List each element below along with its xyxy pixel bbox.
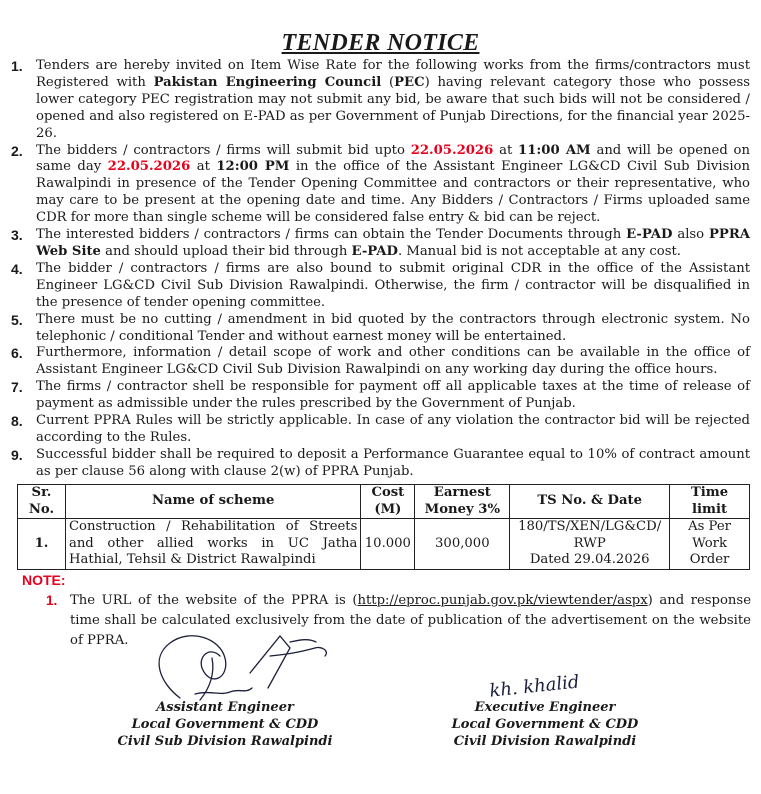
term-text: in the office of the Assistant Engineer LG&CD Civil Sub Division Rawalpindi in presence of the Tender Opening Committee and contractors or their representative, who may care to be present at the opening date and time. Any Bidders / Contractors / Firms uploaded same CDR for more than single scheme will be considered false entry & bid can be reject. <box>36 159 750 226</box>
term-item <box>10 379 750 413</box>
term-text: Furthermore, information / detail scope of work and other conditions can be available in the office of Assistant Engineer LG&CD Civil Sub Division Rawalpindi on any working day during the office hours. <box>36 345 750 378</box>
term-text: and should upload their bid through <box>100 243 352 259</box>
cell-earnest: 300,000 <box>415 519 510 570</box>
term-text: at <box>493 142 519 158</box>
note-text-before: The URL of the website of the PPRA is ( <box>70 593 358 608</box>
term-bold-text: PPRA Web Site <box>36 227 751 259</box>
ppra-url-link[interactable]: http://eproc.punjab.gov.pk/viewtender/aspx <box>357 593 648 608</box>
term-text: also <box>672 227 709 243</box>
term-number: 5. <box>11 311 23 328</box>
term-bold-text: 12:00 PM <box>216 159 290 175</box>
header-time-limit: Time limit <box>670 485 750 519</box>
signature-right-handwriting <box>485 663 605 703</box>
cell-sr: 1. <box>18 519 66 570</box>
term-item <box>10 345 750 379</box>
term-text: . Manual bid is not acceptable at any cost. <box>397 243 681 259</box>
term-item <box>10 312 750 346</box>
header-earnest-money: Earnest Money 3% <box>415 485 510 519</box>
term-text: The bidder / contractors / firms are also bound to submit original CDR in the office of the Assistant Engineer LG&CD Civil Sub Division Rawalpindi. Otherwise, the firm / contractor will be disqualified in the presence of tender opening committee. <box>36 260 750 310</box>
header-sr-no: Sr. No. <box>18 485 66 519</box>
term-item <box>10 447 750 481</box>
header-cost: Cost (M) <box>361 485 415 519</box>
term-text: Tenders are hereby invited on Item Wise Rate for the following works from the firms/contractors must Registered with <box>36 58 750 90</box>
term-text: The firms / contractor shell be responsible for payment off all applicable taxes at the time of release of payment as admissible under the rules prescribed by the Government of Punjab. <box>36 379 750 412</box>
term-text: Current PPRA Rules will be strictly applicable. In case of any violation the contractor bid will be rejected according to the Rules. <box>36 413 750 445</box>
sig-right-designation: Executive Engineer <box>474 700 616 715</box>
term-text: ) having relevant category those who possess lower category PEC registration may not submit any bid, be aware that such bids will not be considered / opened and also registered on E-PAD as per Government of Punjab Directions, for the financial year 2025-26. <box>36 74 751 141</box>
header-ts-no-date: TS No. & Date <box>510 485 670 519</box>
note-label: NOTE: <box>22 572 66 588</box>
notice-title: TENDER NOTICE <box>281 30 480 56</box>
term-bold-text: 11:00 AM <box>518 142 591 158</box>
note-number: 1. <box>46 593 58 608</box>
term-date-highlight: 22.05.2026 <box>107 159 191 175</box>
term-item <box>10 227 750 261</box>
sig-left-designation: Assistant Engineer <box>156 700 294 715</box>
term-number: 4. <box>11 260 23 277</box>
terms-list <box>10 58 750 481</box>
ts-date: Dated 29.04.2026 <box>529 552 650 567</box>
term-text: Successful bidder shall be required to deposit a Performance Guarantee equal to 10% of contract amount as per clause 56 along with clause 2(w) of PPRA Punjab. <box>36 446 750 479</box>
term-number: 8. <box>11 413 23 430</box>
term-text: The bidders / contractors / firms will submit bid upto <box>36 142 411 158</box>
cell-time-limit: As Per Work Order <box>670 519 750 570</box>
term-text: and will be opened on same day <box>36 142 750 175</box>
table-header-row <box>18 485 750 519</box>
term-item <box>10 261 750 312</box>
signature-assistant-engineer <box>110 699 340 750</box>
term-item <box>10 58 750 143</box>
sig-left-office: Civil Sub Division Rawalpindi <box>117 734 333 749</box>
scheme-table <box>17 484 750 570</box>
cell-ts <box>510 519 670 570</box>
term-number: 2. <box>11 142 23 159</box>
table-row <box>18 519 750 570</box>
header-name-of-scheme: Name of scheme <box>65 485 360 519</box>
term-text: at <box>190 159 217 175</box>
cell-cost: 10.000 <box>361 519 415 570</box>
term-number: 9. <box>11 446 23 463</box>
term-number: 7. <box>11 379 23 396</box>
sig-right-office: Civil Division Rawalpindi <box>453 734 637 749</box>
handwritten-name: kh. khalid <box>488 671 581 702</box>
note-text-after: ) and response time shall be calculated exclusively from the date of publication of the advertisement on the website of PPRA. <box>70 593 751 648</box>
term-text: There must be no cutting / amendment in bid quoted by the contractors through electronic system. No telephonic / conditional Tender and without earnest money will be entertained. <box>36 311 750 344</box>
term-item <box>10 143 750 228</box>
term-number: 1. <box>11 58 23 74</box>
term-date-highlight: 22.05.2026 <box>410 142 494 158</box>
signature-executive-engineer <box>430 699 660 750</box>
term-bold-text: PEC <box>394 74 425 90</box>
term-bold-text: E-PAD <box>351 243 398 259</box>
term-bold-text: Pakistan Engineering Council <box>153 74 382 90</box>
term-item <box>10 413 750 447</box>
term-bold-text: E-PAD <box>626 227 673 243</box>
term-number: 3. <box>11 227 23 244</box>
cell-scheme-name: Construction / Rehabilitation of Streets and other allied works in UC Jatha Hathial, Tehsil & District Rawalpindi <box>65 519 360 570</box>
sig-right-department: Local Government & CDD <box>451 717 639 732</box>
ts-number: 180/TS/XEN/LG&CD/RWP <box>518 519 662 551</box>
term-number: 6. <box>11 345 23 362</box>
term-text: The interested bidders / contractors / firms can obtain the Tender Documents through <box>36 227 627 243</box>
signature-left-scribble <box>140 628 360 708</box>
term-text: ( <box>381 74 395 90</box>
sig-left-department: Local Government & CDD <box>131 717 319 732</box>
